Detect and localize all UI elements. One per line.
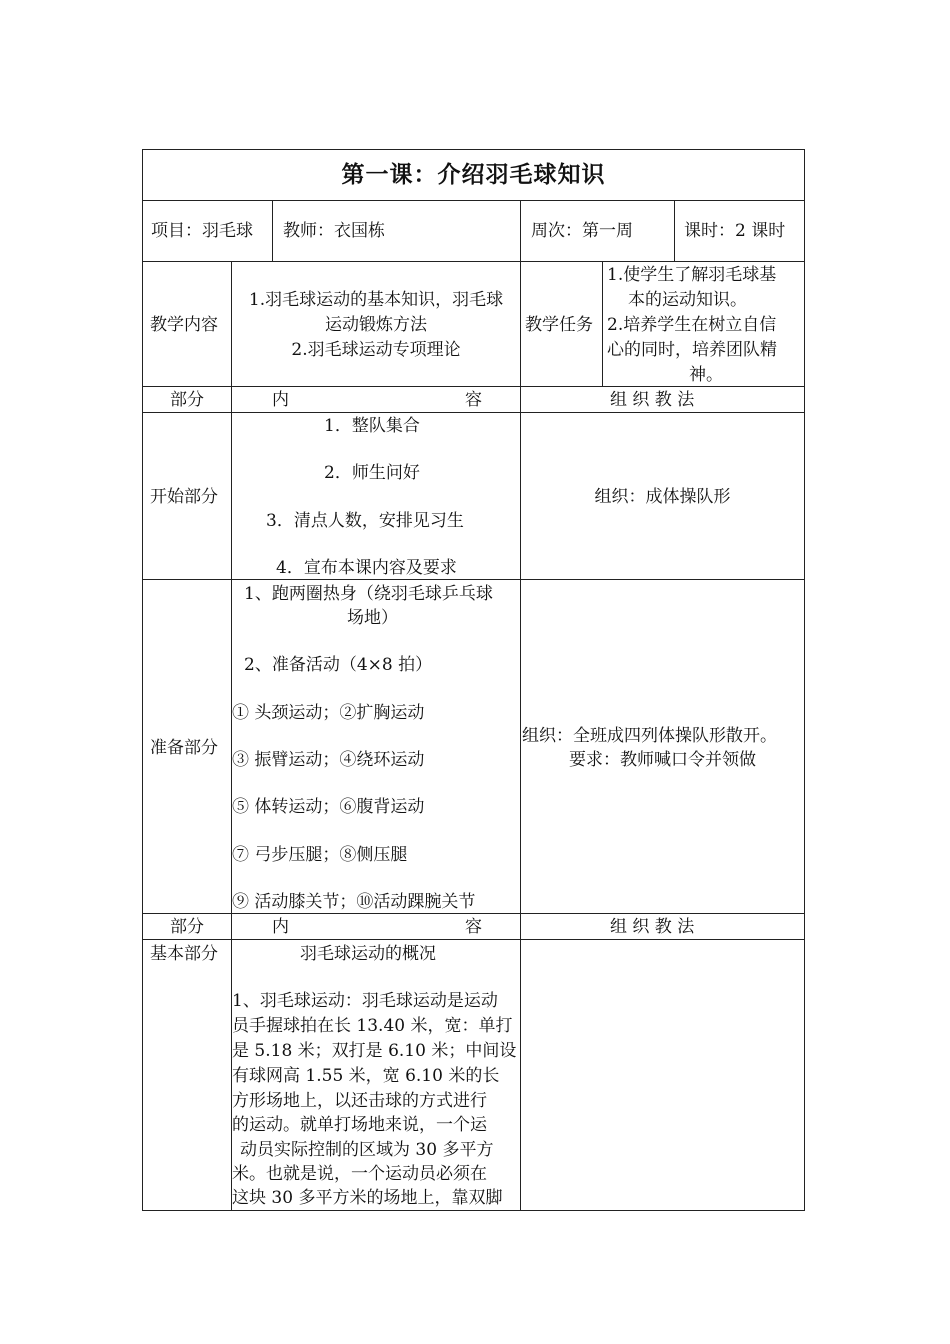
table-border-left [142,149,143,1211]
teacher-cell: 教师：衣国栋 [283,221,385,241]
col-divider [674,200,675,262]
prep-section-label: 准备部分 [150,738,218,758]
header-content-a: 内 [272,917,289,937]
prep-item: ⑦ 弓步压腿；⑧侧压腿 [232,845,408,865]
teaching-content-label: 教学内容 [150,315,218,335]
row-divider [142,579,805,580]
basic-para-line: 动员实际控制的区域为 30 多平方 [240,1140,494,1160]
row-divider [142,261,805,262]
col-divider [272,200,273,262]
teaching-content-line: 2.羽毛球运动专项理论 [291,340,461,360]
header-content-b: 容 [465,390,482,410]
prep-item: ① 头颈运动；②扩胸运动 [232,703,425,723]
basic-para-line: 这块 30 多平方米的场地上，靠双脚 [232,1188,503,1208]
basic-para-line: 有球网高 1.55 米，宽 6.10 米的长 [232,1066,500,1086]
teaching-content-line: 1.羽毛球运动的基本知识，羽毛球 [248,290,504,310]
table-border-right [804,149,805,1211]
header-content-b: 容 [465,917,482,937]
teaching-task-line: 1.使学生了解羽毛球基 [607,265,777,285]
prep-item: 场地） [347,608,398,628]
start-item: 1．整队集合 [324,416,420,436]
teaching-task-line: 2.培养学生在树立自信 [607,315,777,335]
start-item: 4．宣布本课内容及要求 [276,558,457,578]
teaching-content-line: 运动锻炼方法 [325,315,427,335]
row-divider [142,939,805,940]
col-divider [602,261,603,387]
row-divider [142,200,805,201]
project-cell: 项目：羽毛球 [151,221,253,241]
teaching-task-label: 教学任务 [525,315,593,335]
start-section-label: 开始部分 [150,487,218,507]
col-divider [520,200,521,262]
header-part: 部分 [170,917,204,937]
basic-para-line: 是 5.18 米；双打是 6.10 米；中间设 [232,1041,517,1061]
start-item: 3．清点人数，安排见习生 [266,511,464,531]
start-item: 2．师生问好 [324,463,420,483]
basic-para-line: 米。也就是说，一个运动员必须在 [232,1164,487,1184]
col-divider [520,261,521,1211]
header-method: 组 织 教 法 [610,390,695,410]
prep-item: ⑨ 活动膝关节；⑩活动踝腕关节 [232,892,476,912]
basic-heading: 羽毛球运动的概况 [300,944,436,964]
hours-cell: 课时：2 课时 [684,221,786,241]
table-border-bottom [142,1210,805,1211]
basic-para-line: 1、羽毛球运动：羽毛球运动是运动 [232,991,498,1011]
prep-item: 1、跑两圈热身（绕羽毛球乒乓球 [244,584,493,604]
week-cell: 周次：第一周 [531,221,633,241]
prep-item: 2、准备活动（4×8 拍） [244,655,433,675]
teaching-task-line: 心的同时，培养团队精 [607,340,777,360]
header-method: 组 织 教 法 [610,917,695,937]
header-content-a: 内 [272,390,289,410]
table-border-top [142,149,805,150]
teaching-task-line: 本的运动知识。 [628,290,747,310]
prep-item: ⑤ 体转运动；⑥腹背运动 [232,797,425,817]
header-part: 部分 [170,390,204,410]
prep-method-line: 要求：教师喊口令并领做 [569,750,756,770]
teaching-task-line: 神。 [689,365,723,385]
prep-method-line: 组织：全班成四列体操队形散开。 [522,726,777,746]
basic-para-line: 的运动。就单打场地来说，一个运 [232,1115,487,1135]
row-divider [142,412,805,413]
basic-para-line: 方形场地上，以还击球的方式进行 [232,1091,487,1111]
start-method: 组织：成体操队形 [594,487,731,507]
basic-para-line: 员手握球拍在长 13.40 米，宽：单打 [232,1016,513,1036]
prep-item: ③ 振臂运动；④绕环运动 [232,750,425,770]
page-title: 第一课：介绍羽毛球知识 [341,161,606,188]
basic-section-label: 基本部分 [150,944,218,964]
